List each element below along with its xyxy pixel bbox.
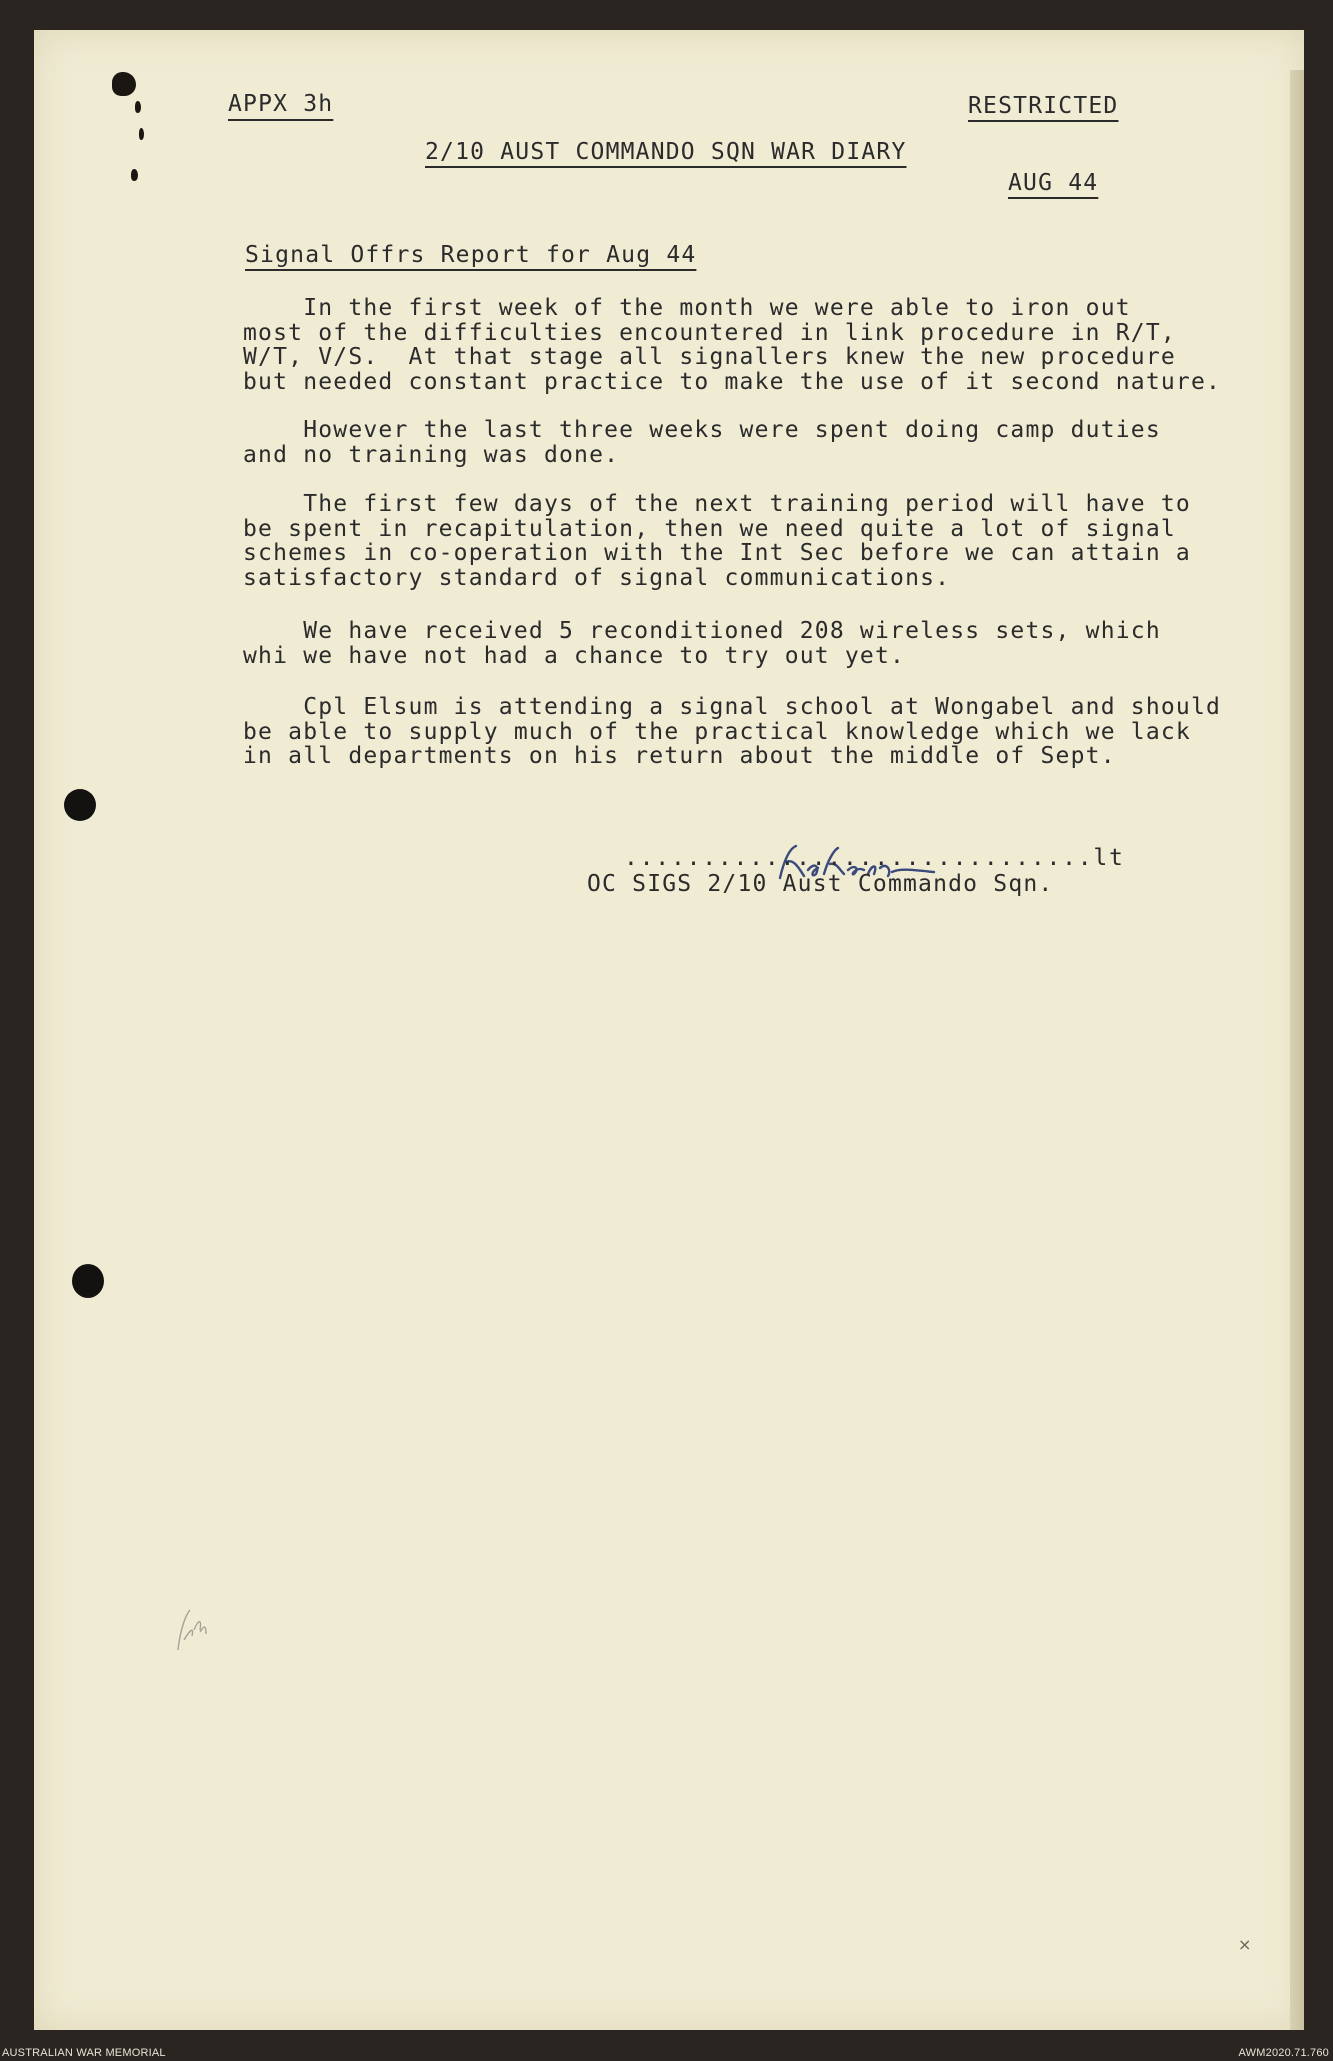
signatory-title: OC SIGS 2/10 Aust Commando Sqn. <box>587 871 1054 897</box>
ink-blot <box>139 128 144 140</box>
ink-blot <box>131 169 138 181</box>
paragraph-1: In the first week of the month we were able to iron out most of the difficulties encountered in link procedure in R/T, W/T, V/S. At that stage all signallers knew the new procedure but needed constant practice to make the use of it second nature. <box>243 295 1222 395</box>
signature-dotted-line: ..............................lt <box>624 845 1125 871</box>
diary-title: 2/10 AUST COMMANDO SQN WAR DIARY <box>425 139 907 165</box>
page-edge <box>1290 70 1304 2030</box>
pencil-mark <box>172 1600 212 1660</box>
footer-accession-number: AWM2020.71.760 <box>1238 2047 1329 2059</box>
paragraph-2: However the last three weeks were spent doing camp duties and no training was done. <box>243 417 1161 468</box>
paragraph-3: The first few days of the next training period will have to be spent in recapitulation, then we need quite a lot of signal schemes in co-operation with the Int Sec before we can attain a satisfactory standard of signal communications. <box>243 491 1191 591</box>
footer-institution: AUSTRALIAN WAR MEMORIAL <box>2 2047 166 2059</box>
report-title: Signal Offrs Report for Aug 44 <box>245 242 697 268</box>
ink-blot <box>135 101 141 113</box>
paragraph-4: We have received 5 reconditioned 208 wireless sets, which whi we have not had a chance to try out yet. <box>243 618 1161 669</box>
appendix-label: APPX 3h <box>228 91 334 117</box>
classification-label: RESTRICTED <box>968 93 1119 119</box>
ink-blot <box>112 72 136 96</box>
paragraph-5: Cpl Elsum is attending a signal school at Wongabel and should be able to supply much of the practical knowledge which we lack in all departments on his return about the middle of Sept. <box>243 694 1222 769</box>
diary-date: AUG 44 <box>1008 170 1099 196</box>
punch-hole <box>64 789 96 821</box>
cross-mark: × <box>1238 1935 1252 1954</box>
document-page <box>34 30 1304 2030</box>
punch-hole <box>72 1264 104 1298</box>
